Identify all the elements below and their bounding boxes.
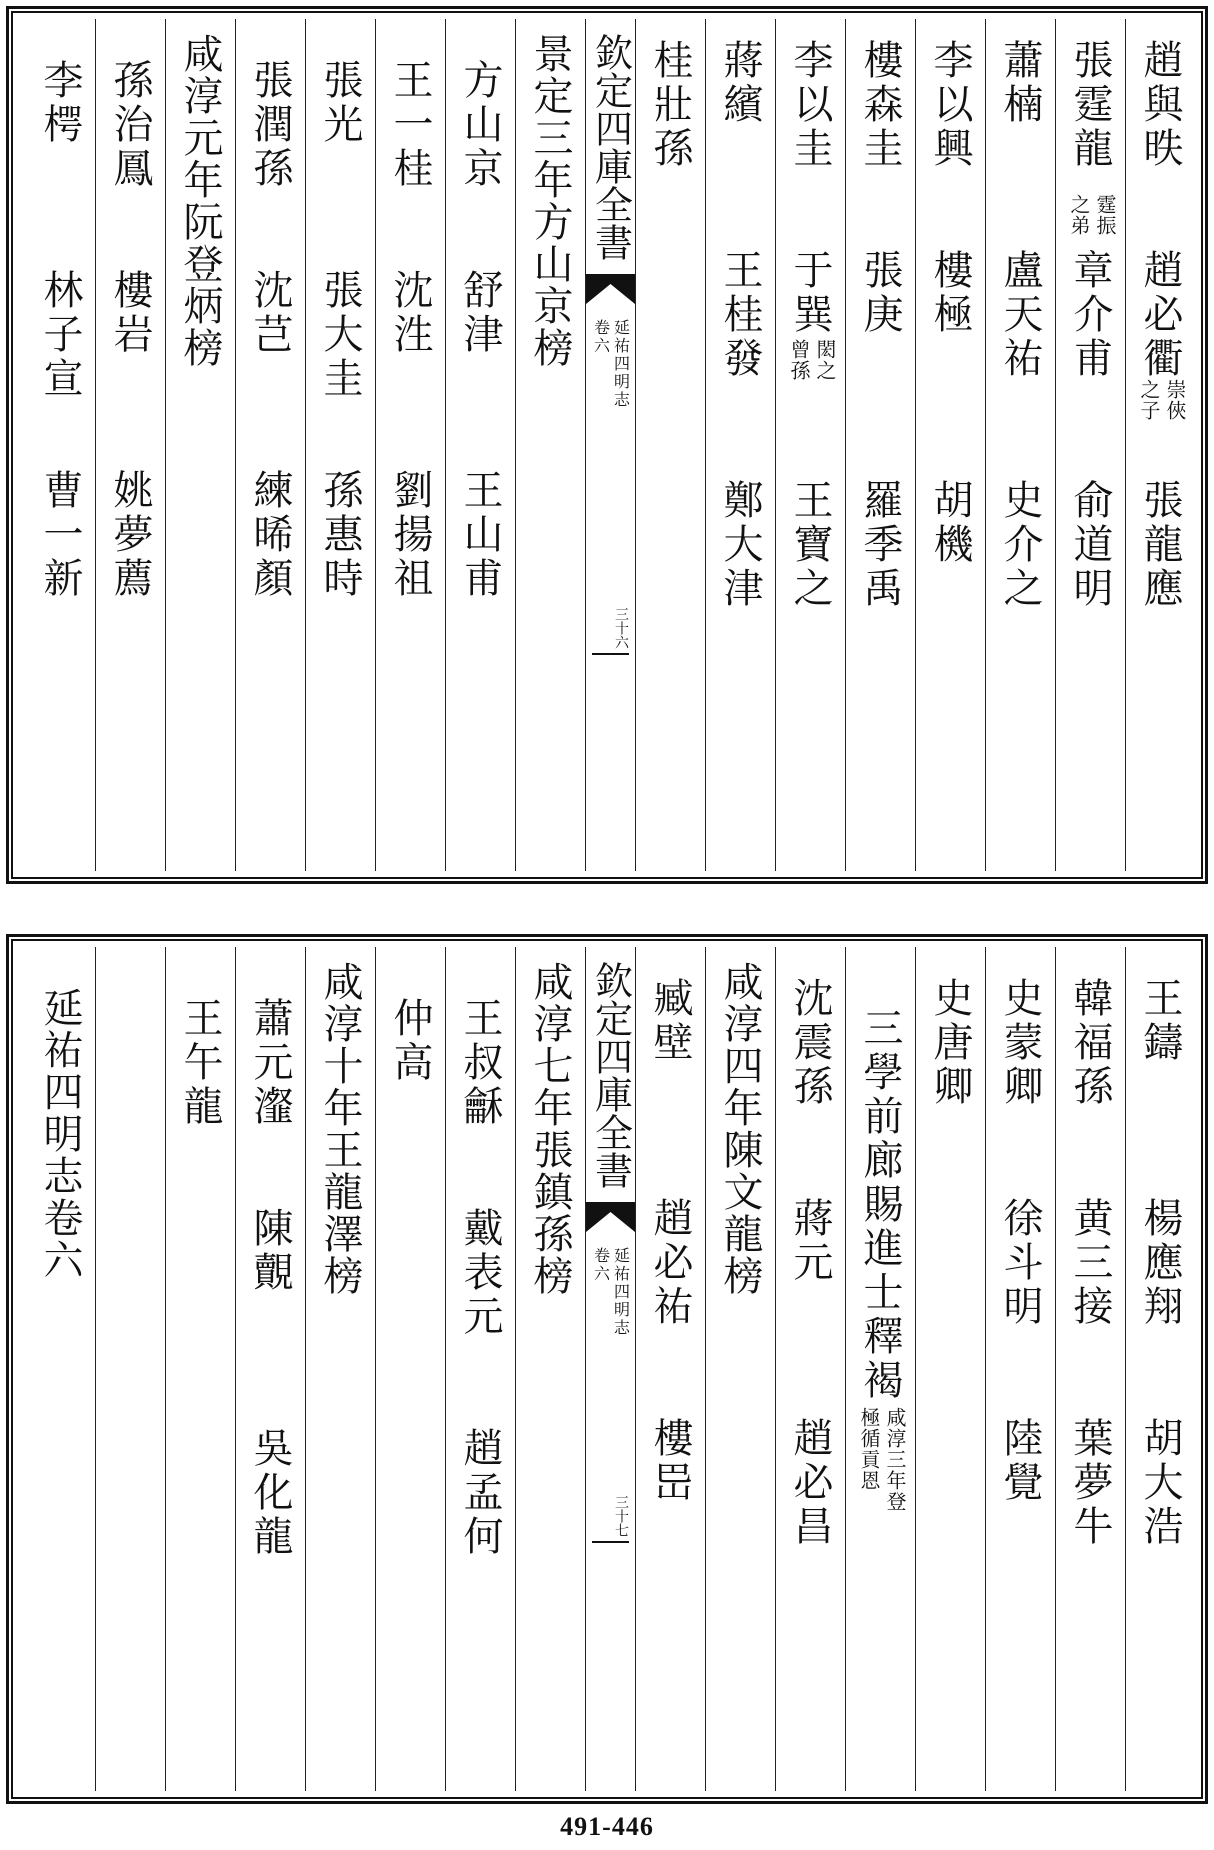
name-entry: 蕭楠: [997, 39, 1043, 127]
name-entry: 史蒙卿: [997, 977, 1043, 1109]
text-column: [915, 947, 985, 1791]
name-entry: 趙必衢: [1137, 249, 1183, 381]
name-entry: 張大圭: [317, 269, 363, 401]
text-column: [915, 19, 985, 871]
name-entry: 李㮙: [37, 59, 83, 147]
text-column: [235, 947, 305, 1791]
name-entry: 沈震孫: [787, 977, 833, 1109]
center-book-title: 延祐四明志: [611, 319, 631, 409]
text-column: [445, 947, 515, 1791]
name-entry: 李以興: [927, 39, 973, 171]
name-entry: 孫惠時: [317, 469, 363, 601]
name-entry: 蔣繽: [717, 39, 763, 127]
text-column: [235, 19, 305, 871]
text-column: [705, 19, 775, 871]
name-entry: 張光: [317, 59, 363, 147]
book-series-title: 欽定四庫全書: [586, 947, 635, 1204]
annotation-note: 崇俠: [1163, 379, 1187, 421]
annotation-note: 之弟: [1067, 194, 1091, 236]
text-column: [1125, 19, 1195, 871]
text-column: [165, 19, 235, 871]
name-entry: 王桂發: [717, 249, 763, 381]
name-entry: 史介之: [997, 479, 1043, 611]
name-entry: 王鑄: [1137, 977, 1183, 1065]
center-volume: 卷六: [591, 319, 611, 355]
name-entry: 樓森圭: [857, 39, 903, 171]
name-entry: 葉夢牛: [1067, 1417, 1113, 1549]
book-series-title: 欽定四庫全書: [586, 19, 635, 276]
text-column: [775, 19, 845, 871]
name-entry: 胡大浩: [1137, 1417, 1183, 1549]
name-entry: 胡機: [927, 479, 973, 567]
name-entry: 戴表元: [457, 1207, 503, 1339]
text-column: [1125, 947, 1195, 1791]
text-column: [1055, 947, 1125, 1791]
volume-end-title: 延祐四明志卷六: [37, 987, 83, 1281]
annotation-note: 曾孫: [787, 339, 811, 381]
text-column: [705, 947, 775, 1791]
annotation-note: 咸淳三年登: [883, 1407, 907, 1512]
name-entry: 趙必祐: [647, 1197, 693, 1329]
center-book-info: [590, 319, 631, 409]
center-fold: [585, 947, 635, 1791]
annotation-note: 極循貢恩: [857, 1407, 881, 1491]
annotation-note: 閎之: [813, 339, 837, 381]
name-entry: 王午龍: [177, 997, 223, 1129]
fishtail-ornament: [586, 1202, 635, 1232]
text-column: [635, 947, 705, 1791]
name-entry: 桂壯孫: [647, 39, 693, 171]
name-entry: 陸覺: [997, 1417, 1043, 1505]
name-entry: 王叔龢: [457, 997, 503, 1129]
name-entry: 樓極: [927, 249, 973, 337]
name-entry: 于巽: [787, 249, 833, 337]
name-entry: 韓福孫: [1067, 977, 1113, 1109]
text-column: [305, 947, 375, 1791]
center-book-info: [590, 1247, 631, 1337]
name-entry: 趙孟何: [457, 1427, 503, 1559]
exam-list-heading: 景定三年方山京榜: [527, 33, 573, 369]
text-column: [1055, 19, 1125, 871]
folio-number: 三十六: [592, 607, 629, 655]
page-number: 491-446: [560, 1812, 654, 1841]
name-entry: 鄭大津: [717, 479, 763, 611]
text-column: [165, 947, 235, 1791]
name-entry: 趙與昳: [1137, 39, 1183, 171]
center-volume: 卷六: [591, 1247, 611, 1283]
name-entry: 樓岊: [647, 1417, 693, 1505]
name-entry: 方山京: [457, 59, 503, 191]
name-entry: 張霆龍: [1067, 39, 1113, 171]
text-column: [985, 947, 1055, 1791]
annotation-note: 霆振: [1093, 194, 1117, 236]
name-entry: 林子宣: [37, 269, 83, 401]
text-column: [19, 19, 95, 871]
exam-list-heading: 咸淳七年張鎮孫榜: [527, 961, 573, 1297]
text-column: [95, 19, 165, 871]
name-entry: 吳化龍: [247, 1427, 293, 1559]
text-column: [515, 947, 585, 1791]
name-entry: 章介甫: [1067, 249, 1113, 381]
exam-list-heading: 咸淳四年陳文龍榜: [717, 961, 763, 1297]
name-entry: 臧壁: [647, 977, 693, 1065]
exam-list-heading: 咸淳元年阮登炳榜: [177, 33, 223, 369]
name-entry: 王一桂: [387, 59, 433, 191]
text-column: [845, 19, 915, 871]
annotation-note: 之子: [1137, 379, 1161, 421]
exam-list-heading: 咸淳十年王龍澤榜: [317, 961, 363, 1297]
name-entry: 張龍應: [1137, 479, 1183, 611]
name-entry: 沈泩: [387, 269, 433, 357]
name-entry: 練晞顏: [247, 469, 293, 601]
name-entry: 沈芑: [247, 269, 293, 357]
name-entry: 樓岩: [107, 269, 153, 357]
name-entry: 孫治鳳: [107, 59, 153, 191]
bottom-page-columns: [19, 947, 1195, 1791]
name-entry: 盧天祐: [997, 249, 1043, 381]
text-column: [985, 19, 1055, 871]
bottom-page: [6, 934, 1208, 1804]
name-entry: 劉揚祖: [387, 469, 433, 601]
name-entry: 王寶之: [787, 479, 833, 611]
name-entry: 蕭元瀣: [247, 997, 293, 1129]
text-column: [375, 947, 445, 1791]
name-entry: 俞道明: [1067, 479, 1113, 611]
text-column: [445, 19, 515, 871]
name-entry: 姚夢薦: [107, 469, 153, 601]
name-entry: 張庚: [857, 249, 903, 337]
name-entry: 楊應翔: [1137, 1197, 1183, 1329]
center-fold: [585, 19, 635, 871]
text-column: [305, 19, 375, 871]
fishtail-ornament: [586, 274, 635, 304]
name-entry: 陳覿: [247, 1207, 293, 1295]
text-column: [845, 947, 915, 1791]
text-column: [775, 947, 845, 1791]
top-page: [6, 6, 1208, 884]
name-entry: 李以圭: [787, 39, 833, 171]
special-entry: 三學前廊賜進士釋褐: [857, 1007, 903, 1403]
top-page-columns: [19, 19, 1195, 871]
name-entry: 趙必昌: [787, 1417, 833, 1549]
text-column: [19, 947, 95, 1791]
name-entry: 曹一新: [37, 469, 83, 601]
text-column: [635, 19, 705, 871]
name-entry: 史唐卿: [927, 977, 973, 1109]
name-entry: 舒津: [457, 269, 503, 357]
name-entry: 羅季禹: [857, 479, 903, 611]
name-entry: 蔣元: [787, 1197, 833, 1285]
name-entry: 徐斗明: [997, 1197, 1043, 1329]
text-column: [375, 19, 445, 871]
folio-number: 三十七: [592, 1495, 629, 1543]
text-column: [515, 19, 585, 871]
name-entry: 張潤孫: [247, 59, 293, 191]
name-entry: 王山甫: [457, 469, 503, 601]
name-entry: 黄三接: [1067, 1197, 1113, 1329]
name-entry: 仲高: [387, 997, 433, 1085]
center-book-title: 延祐四明志: [611, 1247, 631, 1337]
blank-column: [95, 947, 165, 1791]
